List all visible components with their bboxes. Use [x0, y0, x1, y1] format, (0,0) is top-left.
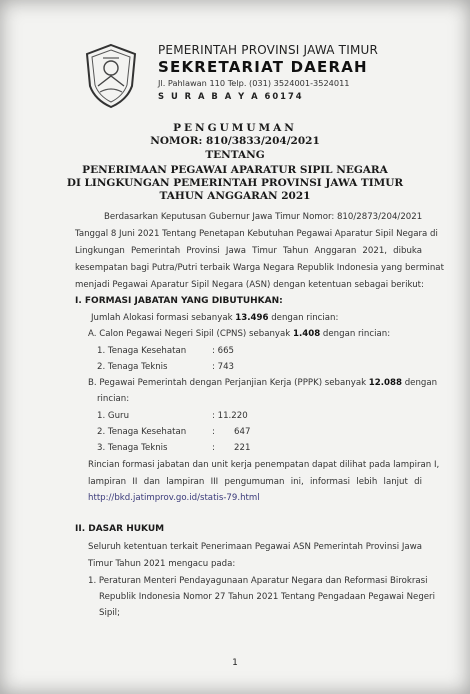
- intro-line: menjadi Pegawai Aparatur Sipil Negara (ASN) dengan ketentuan sebagai berikut:: [75, 280, 424, 290]
- info-link[interactable]: http://bkd.jatimprov.go.id/statis-79.html: [88, 493, 260, 503]
- announcement-number: NOMOR: 810/3833/204/2021: [150, 135, 320, 147]
- letterhead: [158, 43, 458, 101]
- pppk-allocation: B. Pegawai Pemerintah dengan Perjanjian Kerja (PPPK) sebanyak 12.088 dengan: [88, 378, 438, 388]
- cpns-item-value: : 665: [212, 346, 235, 356]
- pppk-item-label: 2. Tenaga Kesehatan: [97, 427, 187, 437]
- rincian-line: Rincian formasi jabatan dan unit kerja penempatan dapat dilihat pada lampiran I,: [88, 460, 440, 470]
- letterhead-address: Jl. Pahlawan 110 Telp. (031) 3524001-3524011: [158, 78, 350, 88]
- pppk-allocation-continued: rincian:: [97, 394, 130, 404]
- total-allocation: Jumlah Alokasi formasi sebanyak 13.496 dengan rincian:: [91, 313, 339, 323]
- regulation-item: 1. Peraturan Menteri Pendayagunaan Aparatur Negara dan Reformasi Birokrasi: [88, 576, 428, 586]
- announcement-subject-line1: PENERIMAAN PEGAWAI APARATUR SIPIL NEGARA: [82, 164, 388, 176]
- pppk-item-value: : 221: [212, 443, 251, 453]
- pppk-item-value: : 647: [212, 427, 251, 437]
- letterhead-office: SEKRETARIAT DAERAH: [158, 58, 368, 76]
- cpns-allocation: A. Calon Pegawai Negeri Sipil (CPNS) sebanyak 1.408 dengan rincian:: [88, 329, 391, 339]
- announcement-subject-line2: DI LINGKUNGAN PEMERINTAH PROVINSI JAWA TIMUR: [66, 177, 404, 189]
- letterhead-city: S U R A B A Y A 60174: [158, 91, 304, 101]
- announcement-title: PENGUMUMAN: [173, 122, 297, 134]
- cpns-item-label: 1. Tenaga Kesehatan: [97, 346, 187, 356]
- pppk-item-label: 3. Tenaga Teknis: [97, 443, 168, 453]
- letterhead-government: PEMERINTAH PROVINSI JAWA TIMUR: [158, 43, 379, 57]
- dasar-hukum-line: Timur Tahun 2021 mengacu pada:: [88, 559, 236, 569]
- regulation-item: Republik Indonesia Nomor 27 Tahun 2021 Tentang Pengadaan Pegawai Negeri: [99, 592, 435, 602]
- announcement-about: TENTANG: [205, 149, 265, 161]
- section-1-title: I. FORMASI JABATAN YANG DIBUTUHKAN:: [75, 296, 283, 306]
- dasar-hukum-line: Seluruh ketentuan terkait Penerimaan Pegawai ASN Pemerintah Provinsi Jawa: [88, 542, 422, 552]
- intro-line: Tanggal 8 Juni 2021 Tentang Penetapan Kebutuhan Pegawai Aparatur Sipil Negara di: [75, 229, 438, 239]
- pppk-item-value: : 11.220: [212, 411, 248, 421]
- province-seal-icon: [82, 42, 140, 110]
- regulation-item: Sipil;: [99, 608, 120, 618]
- cpns-item-label: 2. Tenaga Teknis: [97, 362, 168, 372]
- rincian-line: lampiran II dan lampiran III pengumuman ini, informasi lebih lanjut di: [88, 477, 422, 487]
- cpns-item-value: : 743: [212, 362, 235, 372]
- section-2-title: II. DASAR HUKUM: [75, 524, 165, 534]
- intro-line: Berdasarkan Keputusan Gubernur Jawa Timur Nomor: 810/2873/204/2021: [104, 212, 423, 222]
- page-number: 1: [232, 658, 238, 668]
- announcement-subject-line3: TAHUN ANGGARAN 2021: [159, 190, 311, 202]
- intro-line: Lingkungan Pemerintah Provinsi Jawa Timur Tahun Anggaran 2021, dibuka: [75, 246, 422, 256]
- intro-line: kesempatan bagi Putra/Putri terbaik Warga Negara Republik Indonesia yang berminat: [75, 263, 444, 273]
- pppk-item-label: 1. Guru: [97, 411, 130, 421]
